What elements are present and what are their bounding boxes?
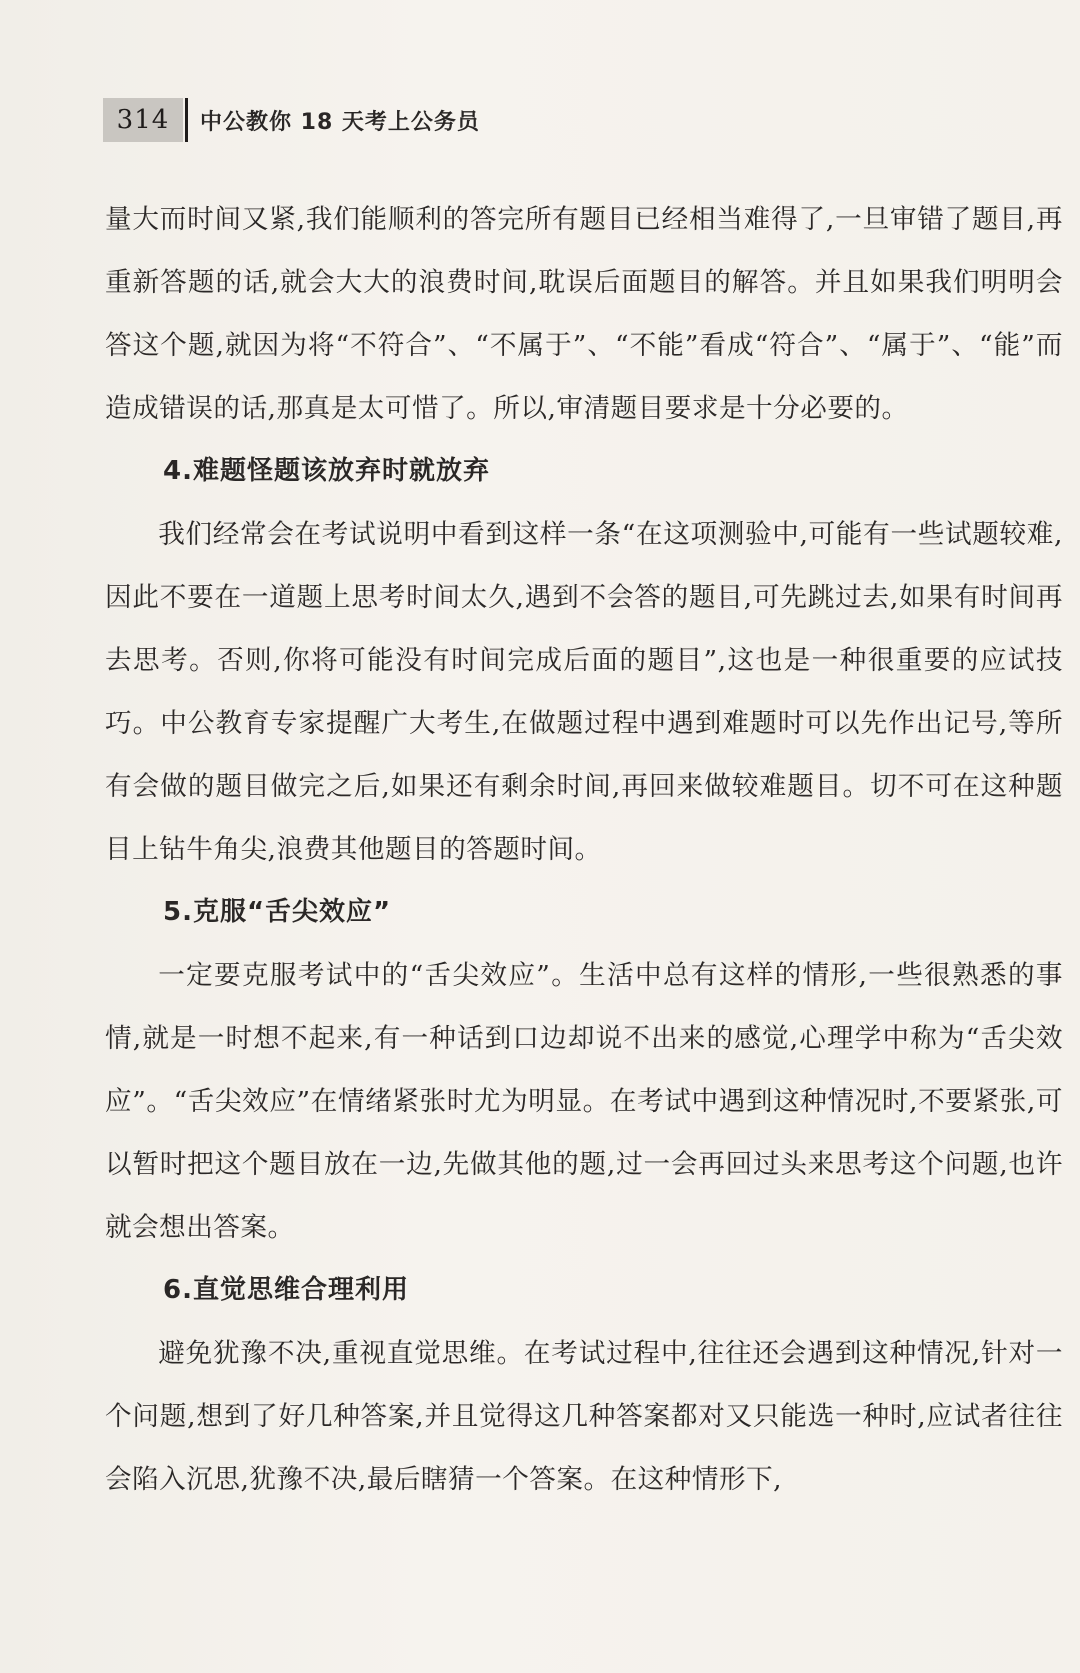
page-content	[105, 188, 1063, 1511]
paragraph-2: 我们经常会在考试说明中看到这样一条“在这项测验中,可能有一些试题较难,因此不要在一道题上思考时间太久,遇到不会答的题目,可先跳过去,如果有时间再去思考。否则,你将可能没有时间完成后面的题目”,这也是一种很重要的应试技巧。中公教育专家提醒广大考生,在做题过程中遇到难题时可以先作出记号,等所有会做的题目做完之后,如果还有剩余时间,再回来做较难题目。切不可在这种题目上钻牛角尖,浪费其他题目的答题时间。	[105, 519, 1063, 865]
page-number: 314	[103, 98, 183, 142]
paragraph-3: 一定要克服考试中的“舌尖效应”。生活中总有这样的情形,一些很熟悉的事情,就是一时想不起来,有一种话到口边却说不出来的感觉,心理学中称为“舌尖效应”。“舌尖效应”在情绪紧张时尤为明显。在考试中遇到这种情况时,不要紧张,可以暂时把这个题目放在一边,先做其他的题,过一会再回过头来思考这个问题,也许就会想出答案。	[105, 960, 1063, 1243]
header-divider	[185, 98, 188, 142]
paragraph-4: 避免犹豫不决,重视直觉思维。在考试过程中,往往还会遇到这种情况,针对一个问题,想到了好几种答案,并且觉得这几种答案都对又只能选一种时,应试者往往会陷入沉思,犹豫不决,最后瞎猜一个答案。在这种情形下,	[105, 1338, 1063, 1495]
section-heading-5: 5.克服“舌尖效应”	[163, 897, 392, 927]
book-title: 中公教你 18 天考上公务员	[200, 109, 480, 135]
paragraph-1: 量大而时间又紧,我们能顺利的答完所有题目已经相当难得了,一旦审错了题目,再重新答题的话,就会大大的浪费时间,耽误后面题目的解答。并且如果我们明明会答这个题,就因为将“不符合”、“不属于”、“不能”看成“符合”、“属于”、“能”而造成错误的话,那真是太可惜了。所以,审清题目要求是十分必要的。	[105, 204, 1063, 424]
section-heading-6: 6.直觉思维合理利用	[163, 1275, 409, 1305]
page-header	[103, 96, 480, 144]
section-heading-4: 4.难题怪题该放弃时就放弃	[163, 456, 490, 486]
